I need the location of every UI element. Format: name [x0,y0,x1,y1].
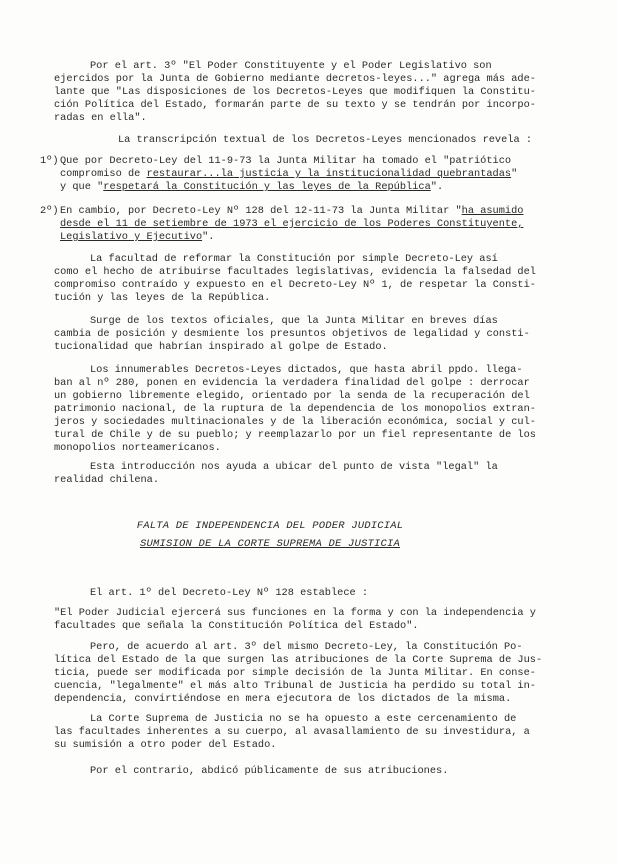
paragraph-decretos: Los innumerables Decretos-Leyes dictados, que hasta abril ppdo. llega- ban al nº 280, ponen en evidencia la verdadera finalidad del golpe : derrocar un gobierno libremente elegido, orientado por la senda de la recuperación del patrimonio nacional, de la ruptura de la dependencia de los monopolios extran- jeros y sociedades multinacionales y de la liberación económica, social y cul- tural de Chile y de su pueblo; y reemplazarlo por un fiel representante de los monopolios norteamericanos. [54,364,536,454]
section-heading-2: SUMISION DE LA CORTE SUPREMA DE JUSTICIA [139,538,401,550]
paragraph-facultad: La facultad de reformar la Constitución por simple Decreto-Ley así como el hecho de atribuirse facultades legislativas, evidencia la falsedad del compromiso contraído y expuesto en el Decreto-Ley Nº 1, de respetar la Consti- tución y las leyes de la República. [54,253,536,304]
list-number-2: 2º) [40,205,59,217]
paragraph-textos-oficiales: Surge de los textos oficiales, que la Junta Militar en breves días cambia de posición y desmiente los presuntos objetivos de legalidad y consti- tucionalidad que habrían inspirado al golpe de Estado. [54,315,530,353]
paragraph-transcripcion: La transcripción textual de los Decretos-Leyes mencionados revela : [118,134,533,146]
paragraph-art1: El art. 1º del Decreto-Ley Nº 128 establece : [90,587,369,599]
list-item-2 [40,205,572,244]
paragraph-poder-judicial: "El Poder Judicial ejercerá sus funciones en la forma y con la independencia y facultades que señala la Constitución Política del Estado". [54,607,536,632]
list-number-1: 1º) [40,155,59,167]
paragraph-pero: Pero, de acuerdo al art. 3º del mismo Decreto-Ley, la Constitución Po- lítica del Estado de la que surgen las atribuciones de la Corte Suprema de Jus- ticia, puede ser modificada por simple decisión de la Junta Militar. En conse- cuencia, "legalmente" el más alto Tribunal de Justicia ha perdido su total in- dependencia, convirtiéndose en mera ejecutora de los dictados de la misma. [54,641,543,705]
paragraph-corte-suprema: La Corte Suprema de Justicia no se ha opuesto a este cercenamiento de las facultades inherentes a su cuerpo, al avasallamiento de su investidura, a su sumisión a otro poder del Estado. [54,713,530,751]
list-item-1 [40,155,572,194]
paragraph-introduccion: Esta introducción nos ayuda a ubicar del punto de vista "legal" la realidad chilena. [54,461,498,486]
paragraph-art3: Por el art. 3º "El Poder Constituyente y el Poder Legislativo son ejercidos por la Junta de Gobierno mediante decretos-leyes..." agrega más ade- lante que "Las disposiciones de los Decretos-Leyes que modifiquen la Constitu- ción Política del Estado, formarán parte de su texto y se tendrán por incorpo- radas en ella". [54,60,536,124]
section-heading-1: FALTA DE INDEPENDENCIA DEL PODER JUDICIAL [136,520,404,532]
list-text-1: Que por Decreto-Ley del 11-9-73 la Junta Militar ha tomado el "patriótico compromiso de restaurar...la justicia y la institucionalidad quebrantadas" y que "respetará la Constitución y las leyes de la República". [60,155,518,193]
list-text-2: En cambio, por Decreto-Ley Nº 128 del 12-11-73 la Junta Militar "ha asumido desde el 11 de setiembre de 1973 el ejercicio de los Poderes Constituyente, Legislativo y Ejecutivo". [60,205,524,243]
paragraph-contrario: Por el contrario, abdicó públicamente de sus atribuciones. [90,765,449,777]
